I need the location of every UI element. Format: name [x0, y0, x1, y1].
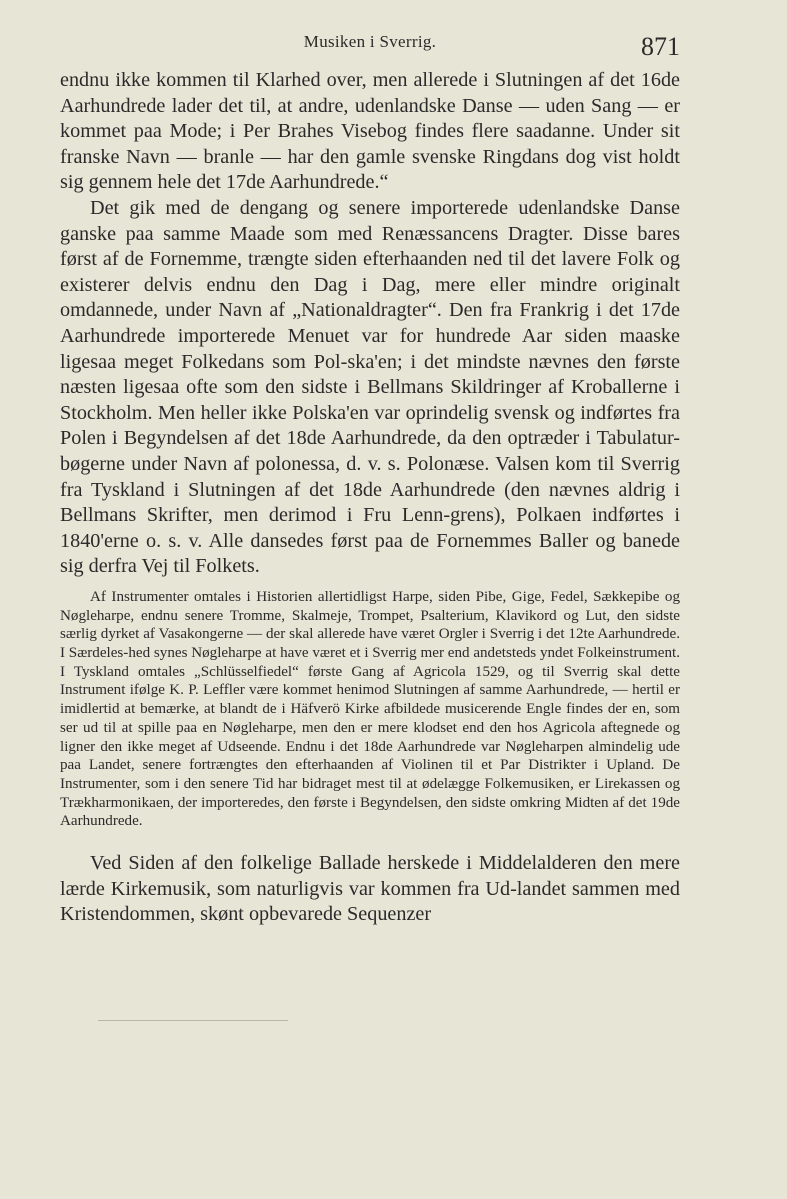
paragraph-1: endnu ikke kommen til Klarhed over, men allerede i Slutningen af det 16de Aarhundrede lader det til, at andre, udenlandske Danse — uden Sang — er kommet paa Mode; i Per Brahes Visebog findes flere saadanne. Under sit franske Navn — branle — har den gamle svenske Ringdans dog vist holdt sig gennem hele det 17de Aarhundrede.“ [60, 69, 680, 194]
running-head: Musiken i Sverrig. [303, 32, 437, 51]
body-text [60, 68, 680, 928]
paragraph-2: Det gik med de dengang og senere importerede udenlandske Danse ganske paa samme Maade som med Renæssancens Dragter. Disse bares først af de Fornemme, trængte siden efterhaanden ned til det lavere Folk og existerer delvis endnu den Dag i Dag, mere eller mindre originalt omdannede, under Navn af „Nationaldragter“. Den fra Frankrig i det 17de Aarhundrede importerede Menuet var for hundrede Aar siden maaske ligesaa meget Folkedans som Pol-ska'en; i det mindste nævnes den første næsten ligesaa ofte som den sidste i Bellmans Skildringer af Kroballerne i Stockholm. Men heller ikke Polska'en var oprindelig svensk og indførtes fra Polen i Begyndelsen af det 18de Aarhundrede, da den optræder i Tabulatur-bøgerne under Navn af polonessa, d. v. s. Polonæse. Valsen kom til Sverrig fra Tyskland i Slutningen af det 18de Aarhundrede (den nævnes aldrig i Bellmans Skrifter, men derimod i Fru Lenn-grens), Polkaen indførtes i 1840'erne o. s. v. Alle dansedes først paa de Fornemmes Baller og banede sig derfra Vej til Folkets. [60, 196, 680, 578]
page-number: 871 [641, 32, 680, 61]
main-text [60, 68, 680, 580]
divider [98, 1020, 288, 1021]
page-header [60, 32, 680, 72]
closing-text [60, 851, 680, 928]
small-print-section [60, 588, 680, 831]
paragraph-3: Ved Siden af den folkelige Ballade herskede i Middelalderen den mere lærde Kirkemusik, som naturligvis var kommen fra Ud-landet sammen med Kristendommen, skønt opbevarede Sequenzer [60, 852, 680, 926]
small-print-paragraph: Af Instrumenter omtales i Historien allertidligst Harpe, siden Pibe, Gige, Fedel, Sækkepibe og Nøgleharpe, endnu senere Tromme, Skalmeje, Trompet, Psalterium, Klavikord og Lut, den sidste særlig dyrket af Vasakongerne — der skal allerede have været Orgler i Sverrig i det 12te Aarhundrede. I Særdeles-hed synes Nøgleharpe at have været et i Sverrig mer end andetsteds yndet Folkeinstrument. I Tyskland omtales „Schlüsselfiedel“ første Gang af Agricola 1529, og til Sverrig skal dette Instrument ifølge K. P. Leffler være kommet henimod Slutningen af samme Aarhundrede, — hertil er imidlertid at bemærke, at blandt de i Häfverö Kirke afbildede musicerende Engle findes der en, som ser ud til at spille paa en Nøgleharpe, men den er mere klodset end den hos Agricola aftegnede og ligner den ikke meget af Udseende. Endnu i det 18de Aarhundrede var Nøgleharpen almindelig ude paa Landet, senere fortrængtes den efterhaanden af Violinen til et Par Distrikter i Upland. De Instrumenter, som i den senere Tid har bidraget mest til at ødelægge Folkemusiken, er Lirekassen og Trækharmonikaen, der importeredes, den første i Begyndelsen, den sidste omkring Midten af det 19de Aarhundrede. [60, 588, 680, 830]
